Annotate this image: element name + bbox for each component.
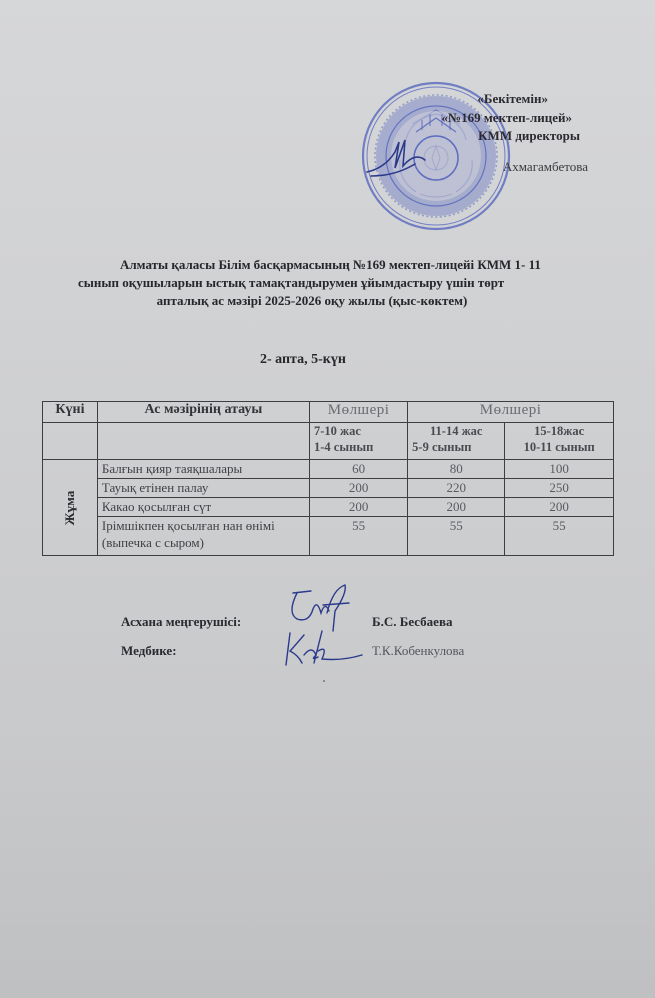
- kitchen-head-signature-icon: [283, 583, 355, 633]
- dish-name: Балғын қияр таяқшалары: [97, 460, 309, 479]
- table-header-row: [43, 402, 614, 423]
- header-quantity-2: Мөлшері: [408, 402, 614, 423]
- age-group-2: [408, 423, 505, 460]
- signature-role-nurse: Медбике:: [121, 643, 177, 658]
- signature-role-kitchen-head: Асхана меңгерушісі:: [121, 614, 242, 629]
- age-group-1-age: 7-10 жас: [314, 424, 361, 438]
- header-quantity-1: Мөлшері: [310, 402, 408, 423]
- signature-name-kitchen-head: Б.С. Бесбаева: [372, 614, 453, 629]
- day-cell: [43, 460, 98, 556]
- age-group-2-grade: 5-9 сынып: [412, 440, 472, 454]
- qty-15-18: 100: [505, 460, 614, 479]
- nurse-signature-icon: [282, 627, 364, 669]
- dish-name: Ірімшікпен қосылған нан өнімі (выпечка с сыром): [97, 517, 309, 556]
- qty-11-14: 80: [408, 460, 505, 479]
- empty-cell: [43, 423, 98, 460]
- header-dish-name: Ас мәзірінің атауы: [97, 402, 309, 423]
- qty-11-14: 200: [408, 498, 505, 517]
- qty-7-10: 200: [310, 498, 408, 517]
- paper-speck: [323, 680, 325, 682]
- title-line-1: Алматы қаласы Білім басқармасының №169 мектеп-лицейі КММ 1- 11: [120, 257, 541, 272]
- table-row: [43, 517, 614, 556]
- qty-15-18: 250: [505, 479, 614, 498]
- qty-15-18: 55: [505, 517, 614, 556]
- qty-7-10: 55: [310, 517, 408, 556]
- age-group-3-grade: 10-11 сынып: [523, 440, 595, 454]
- signature-name-nurse: Т.К.Кобенкулова: [372, 643, 465, 658]
- age-group-3-age: 15-18жас: [534, 424, 585, 438]
- approval-line-director: КММ директоры: [478, 128, 580, 143]
- header-day: Күні: [43, 402, 98, 423]
- title-line-2: сынып оқушыларын ыстық тамақтандырумен ұйымдастыру үшін төрт: [78, 275, 505, 290]
- age-group-row: [43, 423, 614, 460]
- age-group-3: [505, 423, 614, 460]
- qty-7-10: 200: [310, 479, 408, 498]
- approval-line-approve: «Бекітемін»: [477, 91, 548, 106]
- menu-table: [42, 401, 614, 556]
- title-line-3: апталық ас мәзірі 2025-2026 оқу жылы (қыс-көктем): [156, 293, 468, 308]
- table-row: [43, 498, 614, 517]
- age-group-2-age: 11-14 жас: [429, 424, 483, 438]
- empty-cell: [97, 423, 309, 460]
- age-group-1: [310, 423, 408, 460]
- qty-11-14: 55: [408, 517, 505, 556]
- week-day-subtitle: 2- апта, 5-күн: [260, 352, 346, 367]
- approval-line-school: «№169 мектеп-лицей»: [441, 109, 572, 125]
- qty-15-18: 200: [505, 498, 614, 517]
- table-row: [43, 479, 614, 498]
- qty-11-14: 220: [408, 479, 505, 498]
- dish-name: Тауық етінен палау: [97, 479, 309, 498]
- document-title: [62, 256, 622, 310]
- day-label: Жұма: [61, 490, 77, 525]
- approval-block: [418, 90, 588, 176]
- age-group-1-grade: 1-4 сынып: [314, 440, 374, 454]
- dish-name: Какао қосылған сүт: [97, 498, 309, 517]
- table-row: [43, 460, 614, 479]
- approval-line-name: Ахмагамбетова: [502, 158, 588, 174]
- qty-7-10: 60: [310, 460, 408, 479]
